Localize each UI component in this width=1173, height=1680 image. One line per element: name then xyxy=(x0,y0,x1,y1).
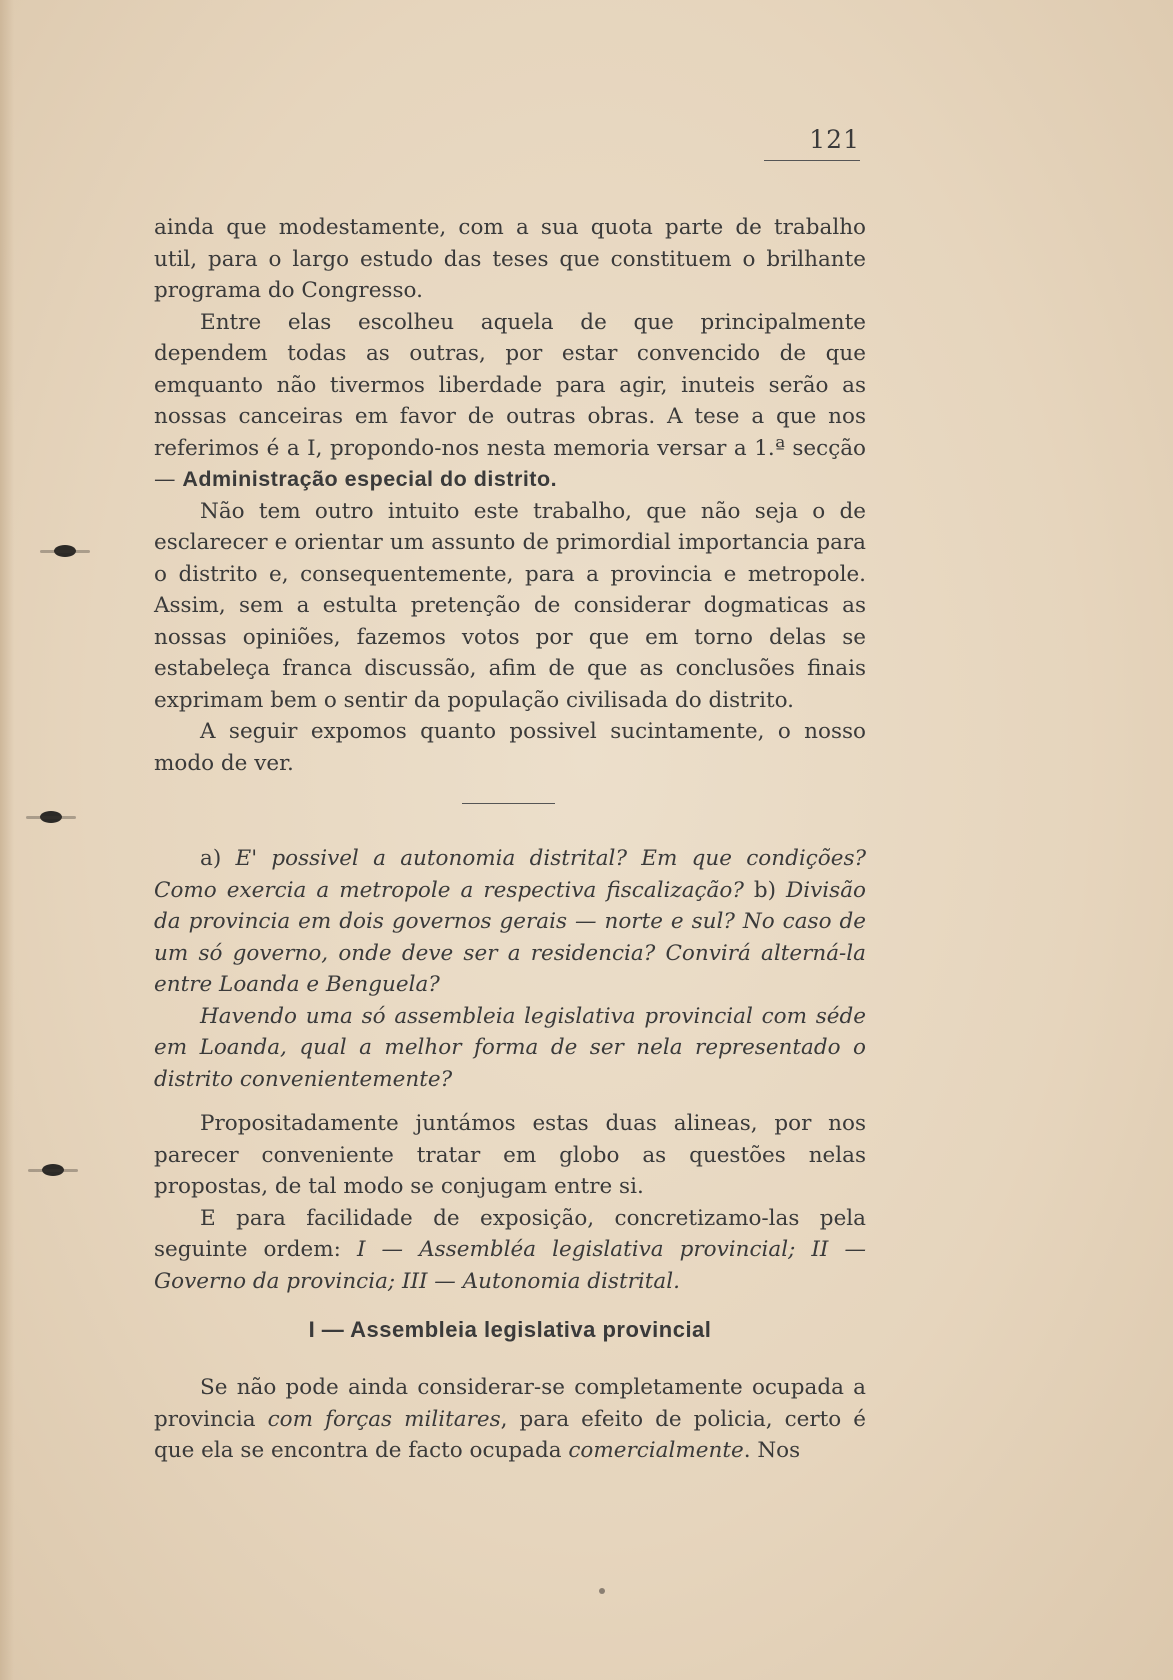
bold-emphasis: Administração especial do distrito. xyxy=(182,467,558,491)
paragraph: Se não pode ainda considerar-se completamente ocupada a provincia com forças militares, para efeito de policia, certo é que ela se encontra de facto ocupada comercialmente. Nos xyxy=(154,1375,866,1463)
section-divider xyxy=(462,803,555,804)
paper-speck xyxy=(599,1588,605,1594)
paragraph: E para facilidade de exposição, concretizamo-las pela seguinte ordem: I — Assembléa legislativa provincial; II — Governo da provincia; III — Autonomia distrital. xyxy=(154,1205,866,1294)
paragraph: Havendo uma só assembleia legislativa provincial com séde em Loanda, qual a melhor forma de ser nela representado o distrito convenientemente? xyxy=(154,1003,866,1092)
paragraph: Entre elas escolheu aquela de que principalmente dependem todas as outras, por estar convencido de que emquanto não tivermos liberdade para agir, inuteis serão as nossas canceiras em favor de outras obras. A tese a que nos referimos é a I, propondo-nos nesta memoria versar a 1.ª secção — Administração especial do distrito. xyxy=(154,309,866,492)
paragraph: ainda que modestamente, com a sua quota parte de trabalho util, para o largo estudo das teses que constituem o brilhante programa do Congresso. xyxy=(154,215,866,303)
body-text-part-one xyxy=(154,212,866,779)
page-edge-shadow xyxy=(0,0,14,1680)
paragraph: a) E' possivel a autonomia distrital? Em que condições? Como exercia a metropole a respectiva fiscalização? b) Divisão da provincia em dois governos gerais — norte e sul? No caso de um só governo, onde deve ser a residencia? Convirá alterná-la entre Loanda e Benguela? xyxy=(154,846,867,997)
questions-block xyxy=(154,843,866,1095)
section-heading: I — Assembleia legislativa provincial xyxy=(308,1317,712,1342)
body-text-part-three xyxy=(154,1372,866,1467)
binding-hole-icon xyxy=(54,545,76,557)
page-number: 121 xyxy=(809,125,860,154)
body-text-part-two xyxy=(154,1108,866,1297)
paragraph: Não tem outro intuito este trabalho, que não seja o de esclarecer e orientar um assunto de primordial importancia para o distrito e, consequentemente, para a provincia e metropole. Assim, sem a estulta pretenção de considerar dogmaticas as nossas opiniões, fazemos votos por que em torno delas se estabeleça franca discussão, afim de que as conclusões finais exprimam bem o sentir da população civilisada do distrito. xyxy=(154,498,866,713)
binding-hole-icon xyxy=(42,1164,64,1176)
binding-hole-icon xyxy=(40,811,62,823)
paragraph: A seguir expomos quanto possivel sucintamente, o nosso modo de ver. xyxy=(154,719,866,776)
page-number-rule xyxy=(764,160,860,161)
paragraph: Propositadamente juntámos estas duas alineas, por nos parecer conveniente tratar em globo as questões nelas propostas, de tal modo se conjugam entre si. xyxy=(154,1111,866,1199)
